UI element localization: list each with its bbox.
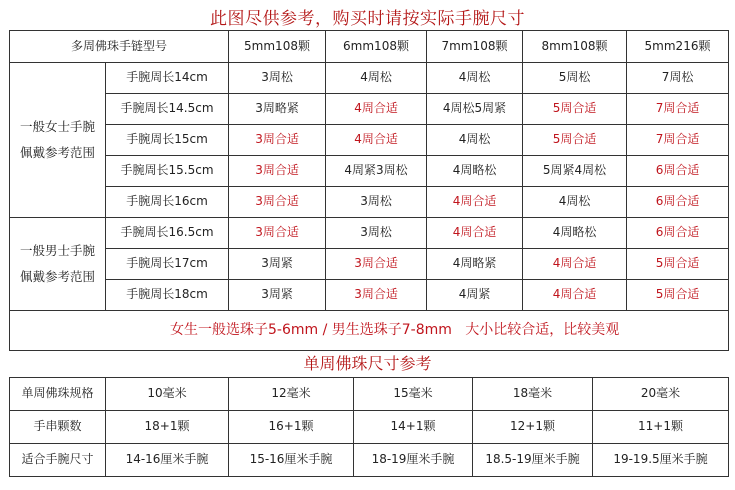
- value-cell: 15毫米: [354, 378, 473, 411]
- value-cell: 19-19.5厘米手腕: [593, 444, 729, 477]
- fit-cell: 4周合适: [326, 94, 427, 125]
- table-row: [10, 218, 729, 249]
- fit-cell: 4周合适: [427, 187, 523, 218]
- table-row: [10, 249, 729, 280]
- fit-cell: 4周松: [326, 63, 427, 94]
- wrist-size-label: 手腕周长18cm: [106, 280, 229, 311]
- fit-cell: 4周合适: [523, 280, 627, 311]
- table-row: [10, 280, 729, 311]
- fit-cell: 5周合适: [627, 249, 729, 280]
- fit-cell: 6周合适: [627, 187, 729, 218]
- fit-cell: 7周合适: [627, 125, 729, 156]
- row-label: 手串颗数: [10, 411, 106, 444]
- group-label: [10, 63, 106, 218]
- table-row: [10, 444, 729, 477]
- wrist-size-label: 手腕周长14cm: [106, 63, 229, 94]
- fit-cell: 3周紧: [229, 249, 326, 280]
- fit-cell: 4周合适: [427, 218, 523, 249]
- wrist-size-label: 手腕周长14.5cm: [106, 94, 229, 125]
- table-row: [10, 187, 729, 218]
- fit-cell: 4周略松: [427, 156, 523, 187]
- fit-cell: 4周略紧: [427, 249, 523, 280]
- fit-cell: 7周合适: [627, 94, 729, 125]
- fit-cell: 4周紧: [427, 280, 523, 311]
- group-label: [10, 218, 106, 311]
- value-cell: 14-16厘米手腕: [106, 444, 229, 477]
- fit-cell: 3周合适: [229, 187, 326, 218]
- group-label-line: 佩戴参考范围: [19, 269, 95, 284]
- row-label: 适合手腕尺寸: [10, 444, 106, 477]
- column-header: 8mm108颗: [523, 31, 627, 63]
- fit-cell: 4周松: [523, 187, 627, 218]
- fit-cell: 4周松: [427, 63, 523, 94]
- fit-cell: 5周松: [523, 63, 627, 94]
- fit-cell: 3周合适: [229, 156, 326, 187]
- value-cell: 18.5-19厘米手腕: [473, 444, 593, 477]
- header-label: 多周佛珠手链型号: [10, 31, 229, 63]
- fit-cell: 4周松5周紧: [427, 94, 523, 125]
- group-label-line: 一般男士手腕: [19, 243, 95, 258]
- wrist-size-label: 手腕周长16.5cm: [106, 218, 229, 249]
- fit-cell: 6周合适: [627, 218, 729, 249]
- column-header: 6mm108颗: [326, 31, 427, 63]
- section-subtitle: 单周佛珠尺寸参考: [303, 354, 432, 373]
- fit-cell: 4周略松: [523, 218, 627, 249]
- fit-cell: 5周合适: [523, 94, 627, 125]
- fit-cell: 3周合适: [229, 125, 326, 156]
- wrist-size-label: 手腕周长15cm: [106, 125, 229, 156]
- fit-cell: 4周松: [427, 125, 523, 156]
- table-row: [10, 378, 729, 411]
- fit-cell: 3周合适: [326, 280, 427, 311]
- fit-cell: 3周紧: [229, 280, 326, 311]
- table-row: [10, 125, 729, 156]
- group-label-line: 一般女士手腕: [19, 119, 95, 134]
- fit-cell: 4周紧3周松: [326, 156, 427, 187]
- page-title: 此图尽供参考，购买时请按实际手腕尺寸: [210, 9, 525, 29]
- fit-cell: 3周合适: [326, 249, 427, 280]
- value-cell: 16+1颗: [229, 411, 354, 444]
- fit-cell: 3周合适: [229, 218, 326, 249]
- fit-cell: 4周合适: [523, 249, 627, 280]
- table-row: [10, 156, 729, 187]
- fit-cell: 4周合适: [326, 125, 427, 156]
- fit-cell: 3周松: [326, 218, 427, 249]
- wrist-size-label: 手腕周长16cm: [106, 187, 229, 218]
- fit-cell: 3周松: [326, 187, 427, 218]
- fit-cell: 5周紧4周松: [523, 156, 627, 187]
- value-cell: 11+1颗: [593, 411, 729, 444]
- value-cell: 20毫米: [593, 378, 729, 411]
- fit-cell: 7周松: [627, 63, 729, 94]
- table-row: [10, 63, 729, 94]
- wrist-size-label: 手腕周长17cm: [106, 249, 229, 280]
- fit-cell: 3周松: [229, 63, 326, 94]
- bracelet-size-table: [9, 30, 729, 351]
- table-row: [10, 411, 729, 444]
- value-cell: 15-16厘米手腕: [229, 444, 354, 477]
- fit-cell: 3周略紧: [229, 94, 326, 125]
- group-label-line: 佩戴参考范围: [19, 145, 95, 160]
- value-cell: 14+1颗: [354, 411, 473, 444]
- column-header: 7mm108颗: [427, 31, 523, 63]
- row-label: 单周佛珠规格: [10, 378, 106, 411]
- value-cell: 12毫米: [229, 378, 354, 411]
- value-cell: 18-19厘米手腕: [354, 444, 473, 477]
- single-bead-size-table: [9, 377, 729, 477]
- value-cell: 18毫米: [473, 378, 593, 411]
- table-row: [10, 94, 729, 125]
- value-cell: 10毫米: [106, 378, 229, 411]
- header-row: [10, 31, 729, 63]
- fit-cell: 5周合适: [523, 125, 627, 156]
- value-cell: 12+1颗: [473, 411, 593, 444]
- note-text: 女生一般选珠子5-6mm / 男生选珠子7-8mm 大小比较合适，比较美观: [10, 311, 729, 351]
- value-cell: 18+1颗: [106, 411, 229, 444]
- note-row: [10, 311, 729, 351]
- fit-cell: 6周合适: [627, 156, 729, 187]
- fit-cell: 5周合适: [627, 280, 729, 311]
- column-header: 5mm216颗: [627, 31, 729, 63]
- wrist-size-label: 手腕周长15.5cm: [106, 156, 229, 187]
- column-header: 5mm108颗: [229, 31, 326, 63]
